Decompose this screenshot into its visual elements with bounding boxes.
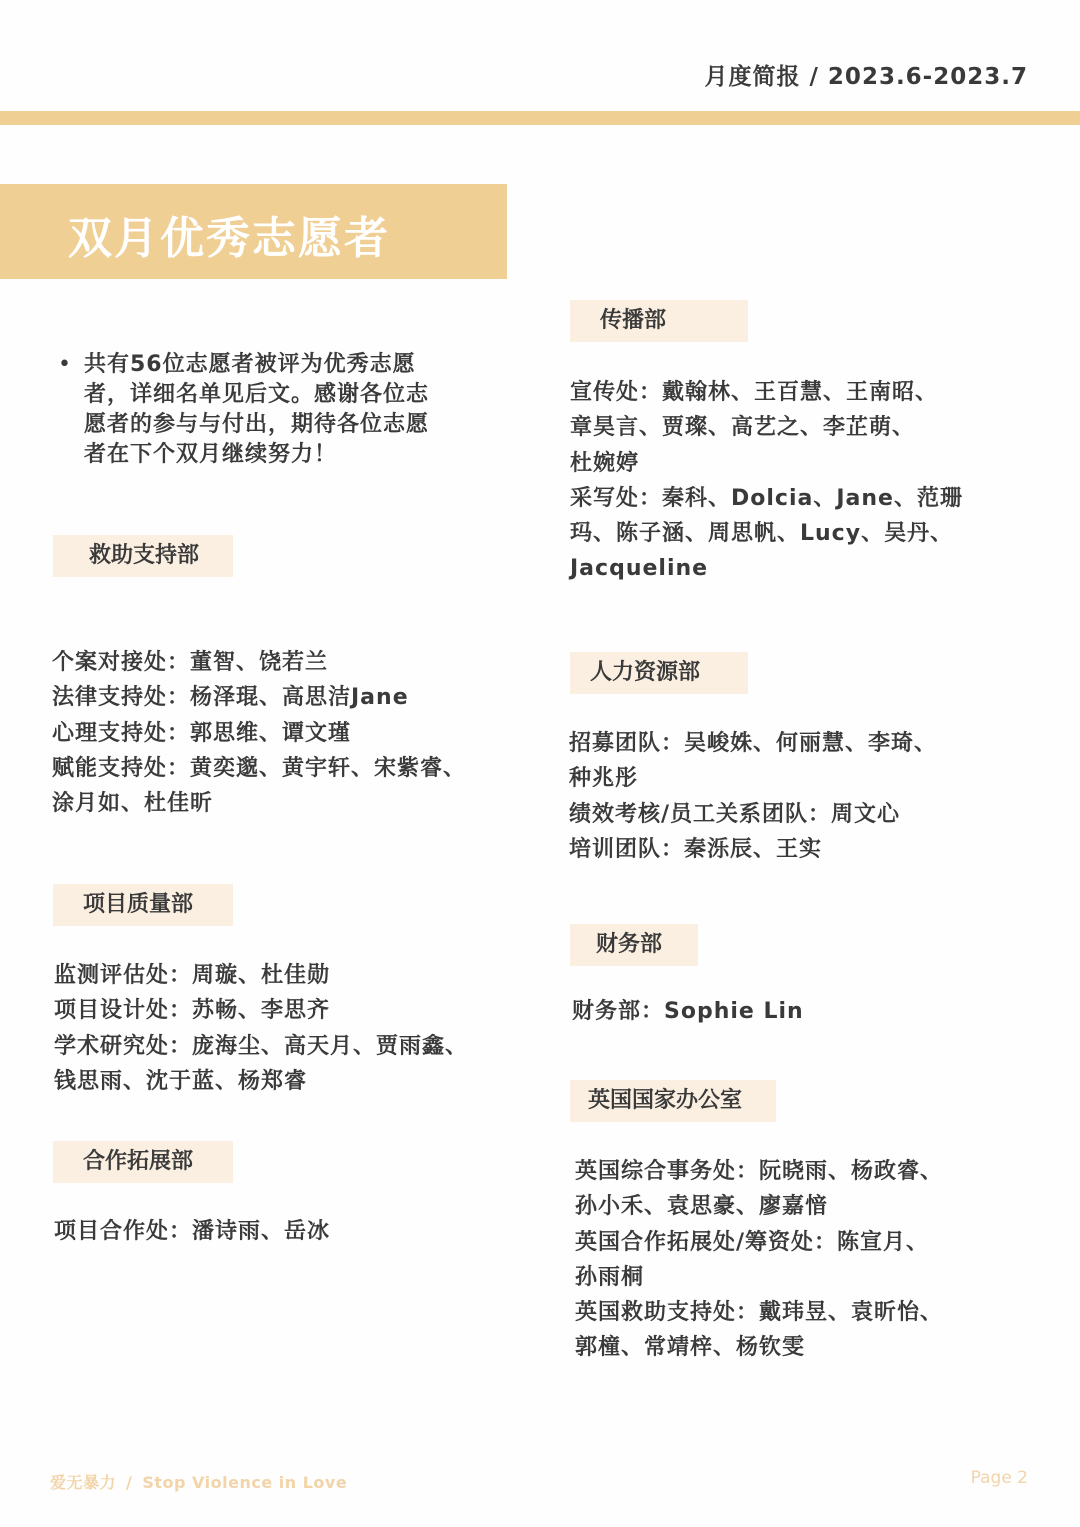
volunteer-line: 钱思雨、沈于蓝、杨郑睿	[54, 1068, 308, 1094]
volunteer-line: 杜婉婷	[570, 450, 640, 476]
dept-tag-partnership: 合作拓展部	[53, 1141, 233, 1183]
volunteer-line: 种兆彤	[569, 766, 639, 792]
volunteer-line: 心理支持处：郭思维、谭文瑾	[52, 720, 352, 746]
section-title: 双月优秀志愿者	[68, 213, 390, 264]
volunteer-line: 个案对接处：董智、饶若兰	[52, 650, 329, 675]
dept-tag-hr: 人力资源部	[570, 652, 748, 694]
header-accent-bar	[0, 111, 1080, 125]
dept-tag-rescue: 救助支持部	[53, 535, 233, 577]
volunteer-line: 英国综合事务处：阮晓雨、杨政睿、	[575, 1159, 944, 1184]
brand-name: 爱无暴力	[50, 1473, 117, 1492]
volunteer-line: 绩效考核/员工关系团队：周文心	[569, 801, 901, 827]
footer-separator: /	[126, 1473, 133, 1492]
intro-line: 愿者的参与与付出，期待各位志愿	[84, 412, 430, 437]
volunteer-line: 英国救助支持处：戴玮昱、袁昕怡、	[575, 1300, 944, 1326]
bullet-icon: •	[58, 352, 71, 377]
dept-tag-communication: 传播部	[570, 300, 748, 342]
volunteer-line: 孙雨桐	[575, 1264, 645, 1290]
intro-paragraph	[58, 350, 488, 470]
volunteer-line: 宣传处：戴翰林、王百慧、王南昭、	[570, 380, 939, 405]
page-header-title: 月度简报 / 2023.6-2023.7	[704, 64, 1028, 90]
intro-line: 者，详细名单见后文。感谢各位志	[84, 382, 430, 407]
dept-list-hr	[569, 726, 937, 867]
dept-tag-uk: 英国国家办公室	[570, 1080, 776, 1122]
dept-list-finance	[572, 994, 804, 1029]
intro-text	[84, 350, 429, 470]
intro-line: 者在下个双月继续努力！	[84, 442, 338, 467]
volunteer-line: 郭橦、常靖梓、杨钦雯	[575, 1335, 806, 1361]
volunteer-line: 培训团队：秦泺辰、王实	[569, 836, 823, 862]
volunteer-line: 玛、陈子涵、周思帆、Lucy、吴丹、	[570, 521, 954, 547]
brand-slogan: Stop Violence in Love	[142, 1473, 348, 1492]
volunteer-line: 招募团队：吴峻姝、何丽慧、李琦、	[569, 731, 938, 756]
volunteer-line: 法律支持处：杨泽琨、高思洁Jane	[52, 685, 409, 711]
intro-line: 共有56位志愿者被评为优秀志愿	[84, 352, 416, 377]
volunteer-line: 赋能支持处：黄奕邈、黄宇轩、宋紫睿、	[52, 755, 467, 781]
dept-list-communication	[570, 375, 963, 587]
volunteer-line: 学术研究处：庞海尘、高天月、贾雨鑫、	[54, 1033, 469, 1059]
dept-tag-finance: 财务部	[570, 924, 698, 966]
volunteer-line: 英国合作拓展处/筹资处：陈宣月、	[575, 1229, 930, 1255]
section-title-banner	[0, 184, 507, 279]
dept-tag-quality: 项目质量部	[53, 884, 233, 926]
volunteer-line: 监测评估处：周璇、杜佳勋	[54, 963, 331, 988]
dept-list-quality	[54, 958, 468, 1099]
volunteer-line: 涂月如、杜佳昕	[52, 791, 214, 817]
footer-brand	[50, 1470, 347, 1493]
volunteer-line: Jacqueline	[570, 556, 709, 582]
volunteer-line: 孙小禾、袁思豪、廖嘉愔	[575, 1194, 829, 1220]
dept-list-partnership	[54, 1214, 330, 1249]
page-number: Page 2	[970, 1468, 1028, 1488]
volunteer-line: 采写处：秦科、Dolcia、Jane、范珊	[570, 485, 963, 511]
volunteer-line: 财务部：Sophie Lin	[572, 999, 804, 1024]
volunteer-line: 项目合作处：潘诗雨、岳冰	[54, 1219, 331, 1244]
dept-list-uk	[575, 1154, 943, 1366]
volunteer-line: 章昊言、贾璨、高艺之、李芷萌、	[570, 415, 916, 441]
dept-list-rescue	[52, 645, 466, 821]
volunteer-line: 项目设计处：苏畅、李思齐	[54, 998, 331, 1024]
